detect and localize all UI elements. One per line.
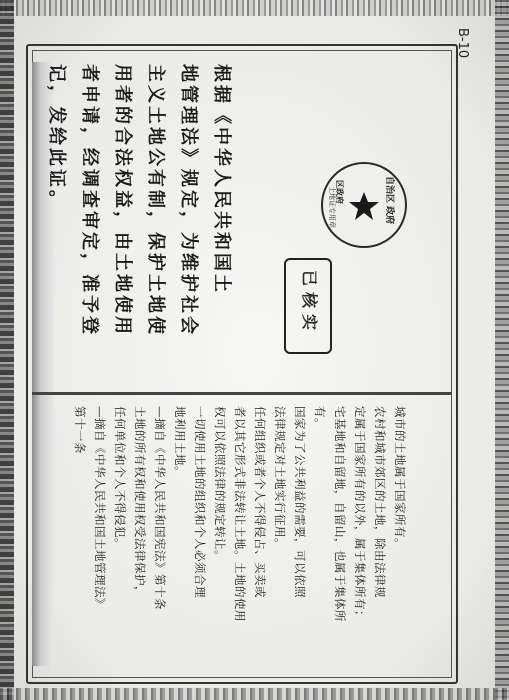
seal-middle-text: 区政府 [335, 180, 345, 204]
scan-edge-top [0, 0, 509, 16]
certificate-line: 根据《中华人民共和国土 [211, 64, 232, 295]
law-line: 定属于国家所有的以外，属于集体所有； [353, 406, 367, 622]
law-line: 者以其它形式非法转让土地。土地的使用 [233, 406, 247, 622]
law-line: 土地的所有权和使用权受法律保护， [133, 406, 147, 598]
certificate-line: 用者的合法权益，由土地使用 [112, 64, 133, 337]
handwritten-page-note: B-10 [455, 28, 470, 59]
certificate-line: 者申请，经调查审定，准予登 [79, 64, 100, 337]
land-certificate-booklet [26, 44, 458, 684]
certificate-line: 记，发给此证。 [46, 64, 67, 211]
law-line: 权可以依照法律的规定转让。 [213, 406, 227, 562]
law-excerpt [70, 406, 410, 622]
law-line: 任何组织或者个人不得侵占、买卖或 [253, 406, 267, 598]
scan-edge-bottom [0, 688, 509, 700]
law-line: 宅基地和自留地，自留山，也属于集体所 [333, 406, 347, 622]
certificate-line: 地管理法》规定，为维护社会 [178, 64, 199, 337]
law-line: 有。 [313, 406, 327, 430]
verification-stamp [284, 258, 332, 354]
scan-edge-right [495, 0, 509, 700]
law-line: 法律规定对土地实行征用。 [273, 406, 287, 550]
booklet-fold-line [32, 392, 452, 395]
law-source-line: —摘自《中华人民共和国宪法》第十条 [153, 406, 167, 610]
scan-edge-left [0, 0, 14, 700]
certificate-text [40, 64, 238, 337]
seal-top-text: 自治区 政府 [384, 176, 394, 225]
law-source-line: —摘自《中华人民共和国土地管理法》 [93, 406, 107, 610]
law-source-line: 第十一条 [73, 406, 87, 454]
law-line: 地利用土地。 [173, 406, 187, 478]
seal-bottom-text: 土地证专用章 [328, 186, 336, 228]
certificate-line: 主义土地公有制，保护土地使 [145, 64, 166, 337]
law-line: 城市的土地属于国家所有。 [393, 406, 407, 550]
verification-stamp-text: 已核实 [300, 270, 319, 337]
law-line: 国家为了公共利益的需要，可以依照 [293, 406, 307, 598]
government-seal [321, 162, 407, 248]
law-line: 农村和城市郊区的土地，除由法律规 [373, 406, 387, 598]
law-line: 一切使用土地的组织和个人必须合理 [193, 406, 207, 598]
law-line: 任何单位和个人不得侵犯。 [113, 406, 127, 550]
